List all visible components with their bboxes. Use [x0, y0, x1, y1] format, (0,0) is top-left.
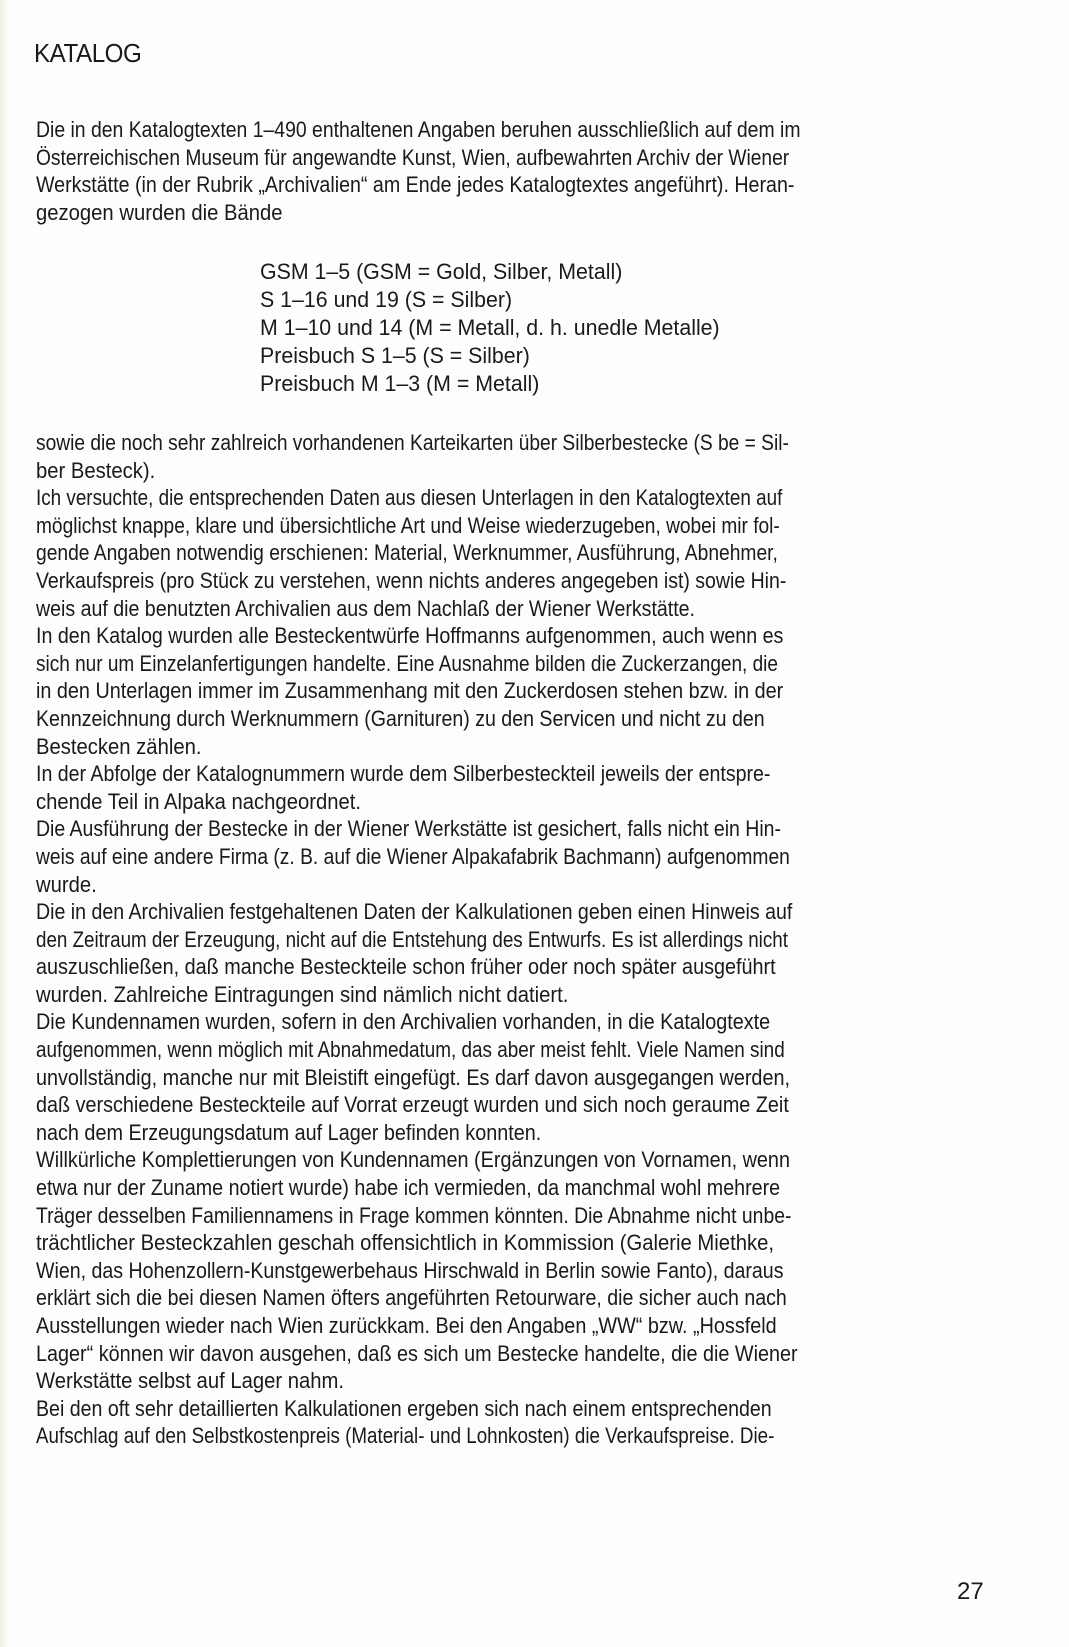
text-line: daß verschiedene Besteckteile auf Vorrat erzeugt wurden und sich noch geraume Zeit: [36, 1092, 789, 1118]
text-line: etwa nur der Zuname notiert wurde) habe ich vermieden, da manchmal wohl mehrere: [36, 1175, 781, 1201]
text-line: Aufschlag auf den Selbstkostenpreis (Material- und Lohnkosten) die Verkaufspreise. Die-: [36, 1423, 775, 1449]
volume-item: Preisbuch S 1–5 (S = Silber): [260, 343, 530, 368]
text-line: Wien, das Hohenzollern-Kunstgewerbehaus Hirschwald in Berlin sowie Fanto), daraus: [36, 1257, 784, 1283]
text-line: auszuschließen, daß manche Besteckteile schon früher oder noch später ausgeführt: [36, 954, 776, 980]
page-number: 27: [957, 1578, 984, 1605]
text-line: Die in den Archivalien festgehaltenen Daten der Kalkulationen geben einen Hinweis auf: [36, 899, 793, 925]
text-line: Die in den Katalogtexten 1–490 enthaltenen Angaben beruhen ausschließlich auf dem im: [36, 117, 801, 142]
text-line: wurde.: [36, 871, 97, 897]
text-line: In den Katalog wurden alle Besteckentwürfe Hoffmanns aufgenommen, auch wenn es: [36, 623, 784, 649]
text-line: weis auf die benutzten Archivalien aus dem Nachlaß der Wiener Werkstätte.: [36, 595, 695, 621]
text-line: Lager“ können wir davon ausgehen, daß es sich um Bestecke handelte, die die Wiener: [36, 1340, 798, 1366]
volume-list: [260, 258, 734, 398]
page-edge-shadow: [0, 0, 10, 1647]
page-title: KATALOG: [34, 38, 142, 68]
text-line: Willkürliche Komplettierungen von Kundennamen (Ergänzungen von Vornamen, wenn: [36, 1147, 790, 1173]
text-line: sich nur um Einzelanfertigungen handelte. Eine Ausnahme bilden die Zuckerzangen, die: [36, 650, 778, 676]
text-line: Bestecken zählen.: [36, 733, 202, 759]
volume-item: M 1–10 und 14 (M = Metall, d. h. unedle Metalle): [260, 315, 720, 340]
text-line: unvollständig, manche nur mit Bleistift eingefügt. Es darf davon ausgegangen werden,: [36, 1064, 790, 1090]
volume-item: GSM 1–5 (GSM = Gold, Silber, Metall): [260, 259, 623, 284]
text-line: Bei den oft sehr detaillierten Kalkulationen ergeben sich nach einem entsprechenden: [36, 1395, 772, 1421]
text-line: Ich versuchte, die entsprechenden Daten aus diesen Unterlagen in den Katalogtexten auf: [36, 485, 783, 511]
text-line: gende Angaben notwendig erschienen: Material, Werknummer, Ausführung, Abnehmer,: [36, 540, 778, 566]
text-line: In der Abfolge der Katalognummern wurde dem Silberbesteckteil jeweils der entspre-: [36, 761, 771, 787]
text-line: Träger desselben Familiennamens in Frage kommen könnten. Die Abnahme nicht unbe-: [36, 1202, 792, 1228]
text-line: Verkaufspreis (pro Stück zu verstehen, wenn nichts anderes angegeben ist) sowie Hin-: [36, 567, 787, 593]
text-line: chende Teil in Alpaka nachgeordnet.: [36, 788, 362, 814]
text-line: weis auf eine andere Firma (z. B. auf die Wiener Alpakafabrik Bachmann) aufgenommen: [36, 843, 790, 869]
text-line: Kennzeichnung durch Werknummern (Garnituren) zu den Servicen und nicht zu den: [36, 705, 765, 731]
text-line: Ausstellungen wieder nach Wien zurückkam. Bei den Angaben „WW“ bzw. „Hossfeld: [36, 1313, 777, 1338]
volume-item: S 1–16 und 19 (S = Silber): [260, 287, 513, 312]
text-line: Werkstätte (in der Rubrik „Archivalien“ am Ende jedes Katalogtextes angeführt). Heran-: [36, 172, 795, 198]
text-line: ber Besteck).: [36, 457, 156, 483]
text-line: Die Kundennamen wurden, sofern in den Archivalien vorhanden, in die Katalogtexte: [36, 1009, 771, 1035]
main-text: [36, 429, 1069, 1450]
text-line: trächtlicher Besteckzahlen geschah offensichtlich in Kommission (Galerie Miethke,: [36, 1230, 774, 1256]
text-line: sowie die noch sehr zahlreich vorhandenen Karteikarten über Silberbestecke (S be = Sil-: [36, 430, 789, 455]
text-line: gezogen wurden die Bände: [36, 199, 283, 225]
intro-paragraph: [36, 116, 1069, 226]
text-line: erklärt sich die bei diesen Namen öfters angeführten Retourware, die sicher auch nach: [36, 1285, 787, 1311]
text-line: Österreichischen Museum für angewandte Kunst, Wien, aufbewahrten Archiv der Wiener: [36, 144, 790, 170]
text-line: wurden. Zahlreiche Eintragungen sind nämlich nicht datiert.: [36, 981, 569, 1007]
text-line: nach dem Erzeugungsdatum auf Lager befinden konnten.: [36, 1119, 542, 1145]
text-line: möglichst knappe, klare und übersichtliche Art und Weise wiederzugeben, wobei mir fol-: [36, 512, 780, 538]
text-line: den Zeitraum der Erzeugung, nicht auf die Entstehung des Entwurfs. Es ist allerdings nicht: [36, 926, 788, 952]
text-line: aufgenommen, wenn möglich mit Abnahmedatum, das aber meist fehlt. Viele Namen sind: [36, 1037, 785, 1063]
text-line: Die Ausführung der Bestecke in der Wiener Werkstätte ist gesichert, falls nicht ein Hin-: [36, 816, 781, 842]
text-line: in den Unterlagen immer im Zusammenhang mit den Zuckerdosen stehen bzw. in der: [36, 678, 784, 704]
text-line: Werkstätte selbst auf Lager nahm.: [36, 1368, 345, 1394]
volume-item: Preisbuch M 1–3 (M = Metall): [260, 371, 540, 396]
